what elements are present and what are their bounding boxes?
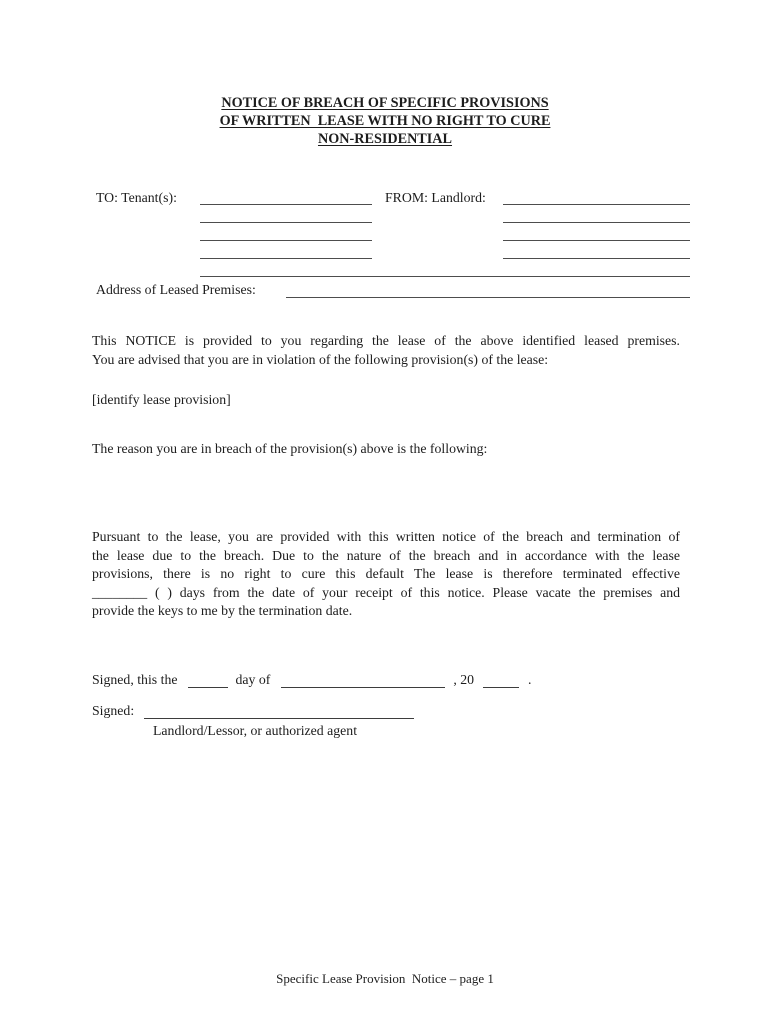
year-prefix-label: , 20 xyxy=(453,672,475,687)
signature-line[interactable] xyxy=(144,706,414,719)
extra-fill-line[interactable] xyxy=(200,276,690,277)
signed-row xyxy=(92,702,414,721)
page-footer: Specific Lease Provision Notice – page 1 xyxy=(276,971,494,986)
identify-provision-placeholder: [identify lease provision] xyxy=(92,392,231,407)
landlord-name-line-2[interactable] xyxy=(503,222,690,223)
day-of-label: day of xyxy=(235,672,271,687)
termination-paragraph-line: ________ ( ) days from the date of your receipt of this notice. Please vacate the premises and xyxy=(92,584,680,600)
landlord-name-line-3[interactable] xyxy=(503,240,690,241)
signed-month-blank[interactable] xyxy=(281,675,445,688)
termination-paragraph-line: provide the keys to me by the termination date. xyxy=(92,603,353,618)
reason-line: The reason you are in breach of the provision(s) above is the following: xyxy=(92,441,488,456)
signed-label: Signed: xyxy=(92,703,135,718)
termination-paragraph-line: Pursuant to the lease, you are provided with this written notice of the breach and termination of xyxy=(92,529,680,544)
notice-paragraph xyxy=(92,332,680,369)
title-line-3: NON-RESIDENTIAL xyxy=(317,131,453,147)
document-title xyxy=(0,94,770,148)
title-line-2: OF WRITTEN LEASE WITH NO RIGHT TO CURE xyxy=(219,113,551,129)
title-line-1: NOTICE OF BREACH OF SPECIFIC PROVISIONS xyxy=(221,95,549,111)
tenant-name-line-1[interactable] xyxy=(200,204,372,205)
landlord-name-line-4[interactable] xyxy=(503,258,690,259)
tenant-name-line-2[interactable] xyxy=(200,222,372,223)
tenant-name-line-3[interactable] xyxy=(200,240,372,241)
signature-caption: Landlord/Lessor, or authorized agent xyxy=(153,723,358,738)
from-landlord-label: FROM: Landlord: xyxy=(385,190,486,205)
signed-day-blank[interactable] xyxy=(188,675,228,688)
notice-paragraph-line: This NOTICE is provided to you regarding the lease of the above identified leased premises. xyxy=(92,333,680,348)
signed-year-blank[interactable] xyxy=(483,675,519,688)
termination-paragraph xyxy=(92,528,680,621)
address-line[interactable] xyxy=(286,297,690,298)
termination-paragraph-line: provisions, there is no right to cure this default The lease is therefore terminated effective xyxy=(92,566,680,581)
termination-paragraph-line: the lease due to the breach. Due to the nature of the breach and in accordance with the lease xyxy=(92,547,680,563)
sentence-period: . xyxy=(528,672,532,687)
address-label: Address of Leased Premises: xyxy=(96,282,256,297)
notice-paragraph-line: You are advised that you are in violation of the following provision(s) of the lease: xyxy=(92,351,549,367)
signed-prefix-label: Signed, this the xyxy=(92,672,178,687)
signed-date-row xyxy=(92,671,532,690)
to-tenant-label: TO: Tenant(s): xyxy=(96,190,177,205)
tenant-name-line-4[interactable] xyxy=(200,258,372,259)
landlord-name-line-1[interactable] xyxy=(503,204,690,205)
